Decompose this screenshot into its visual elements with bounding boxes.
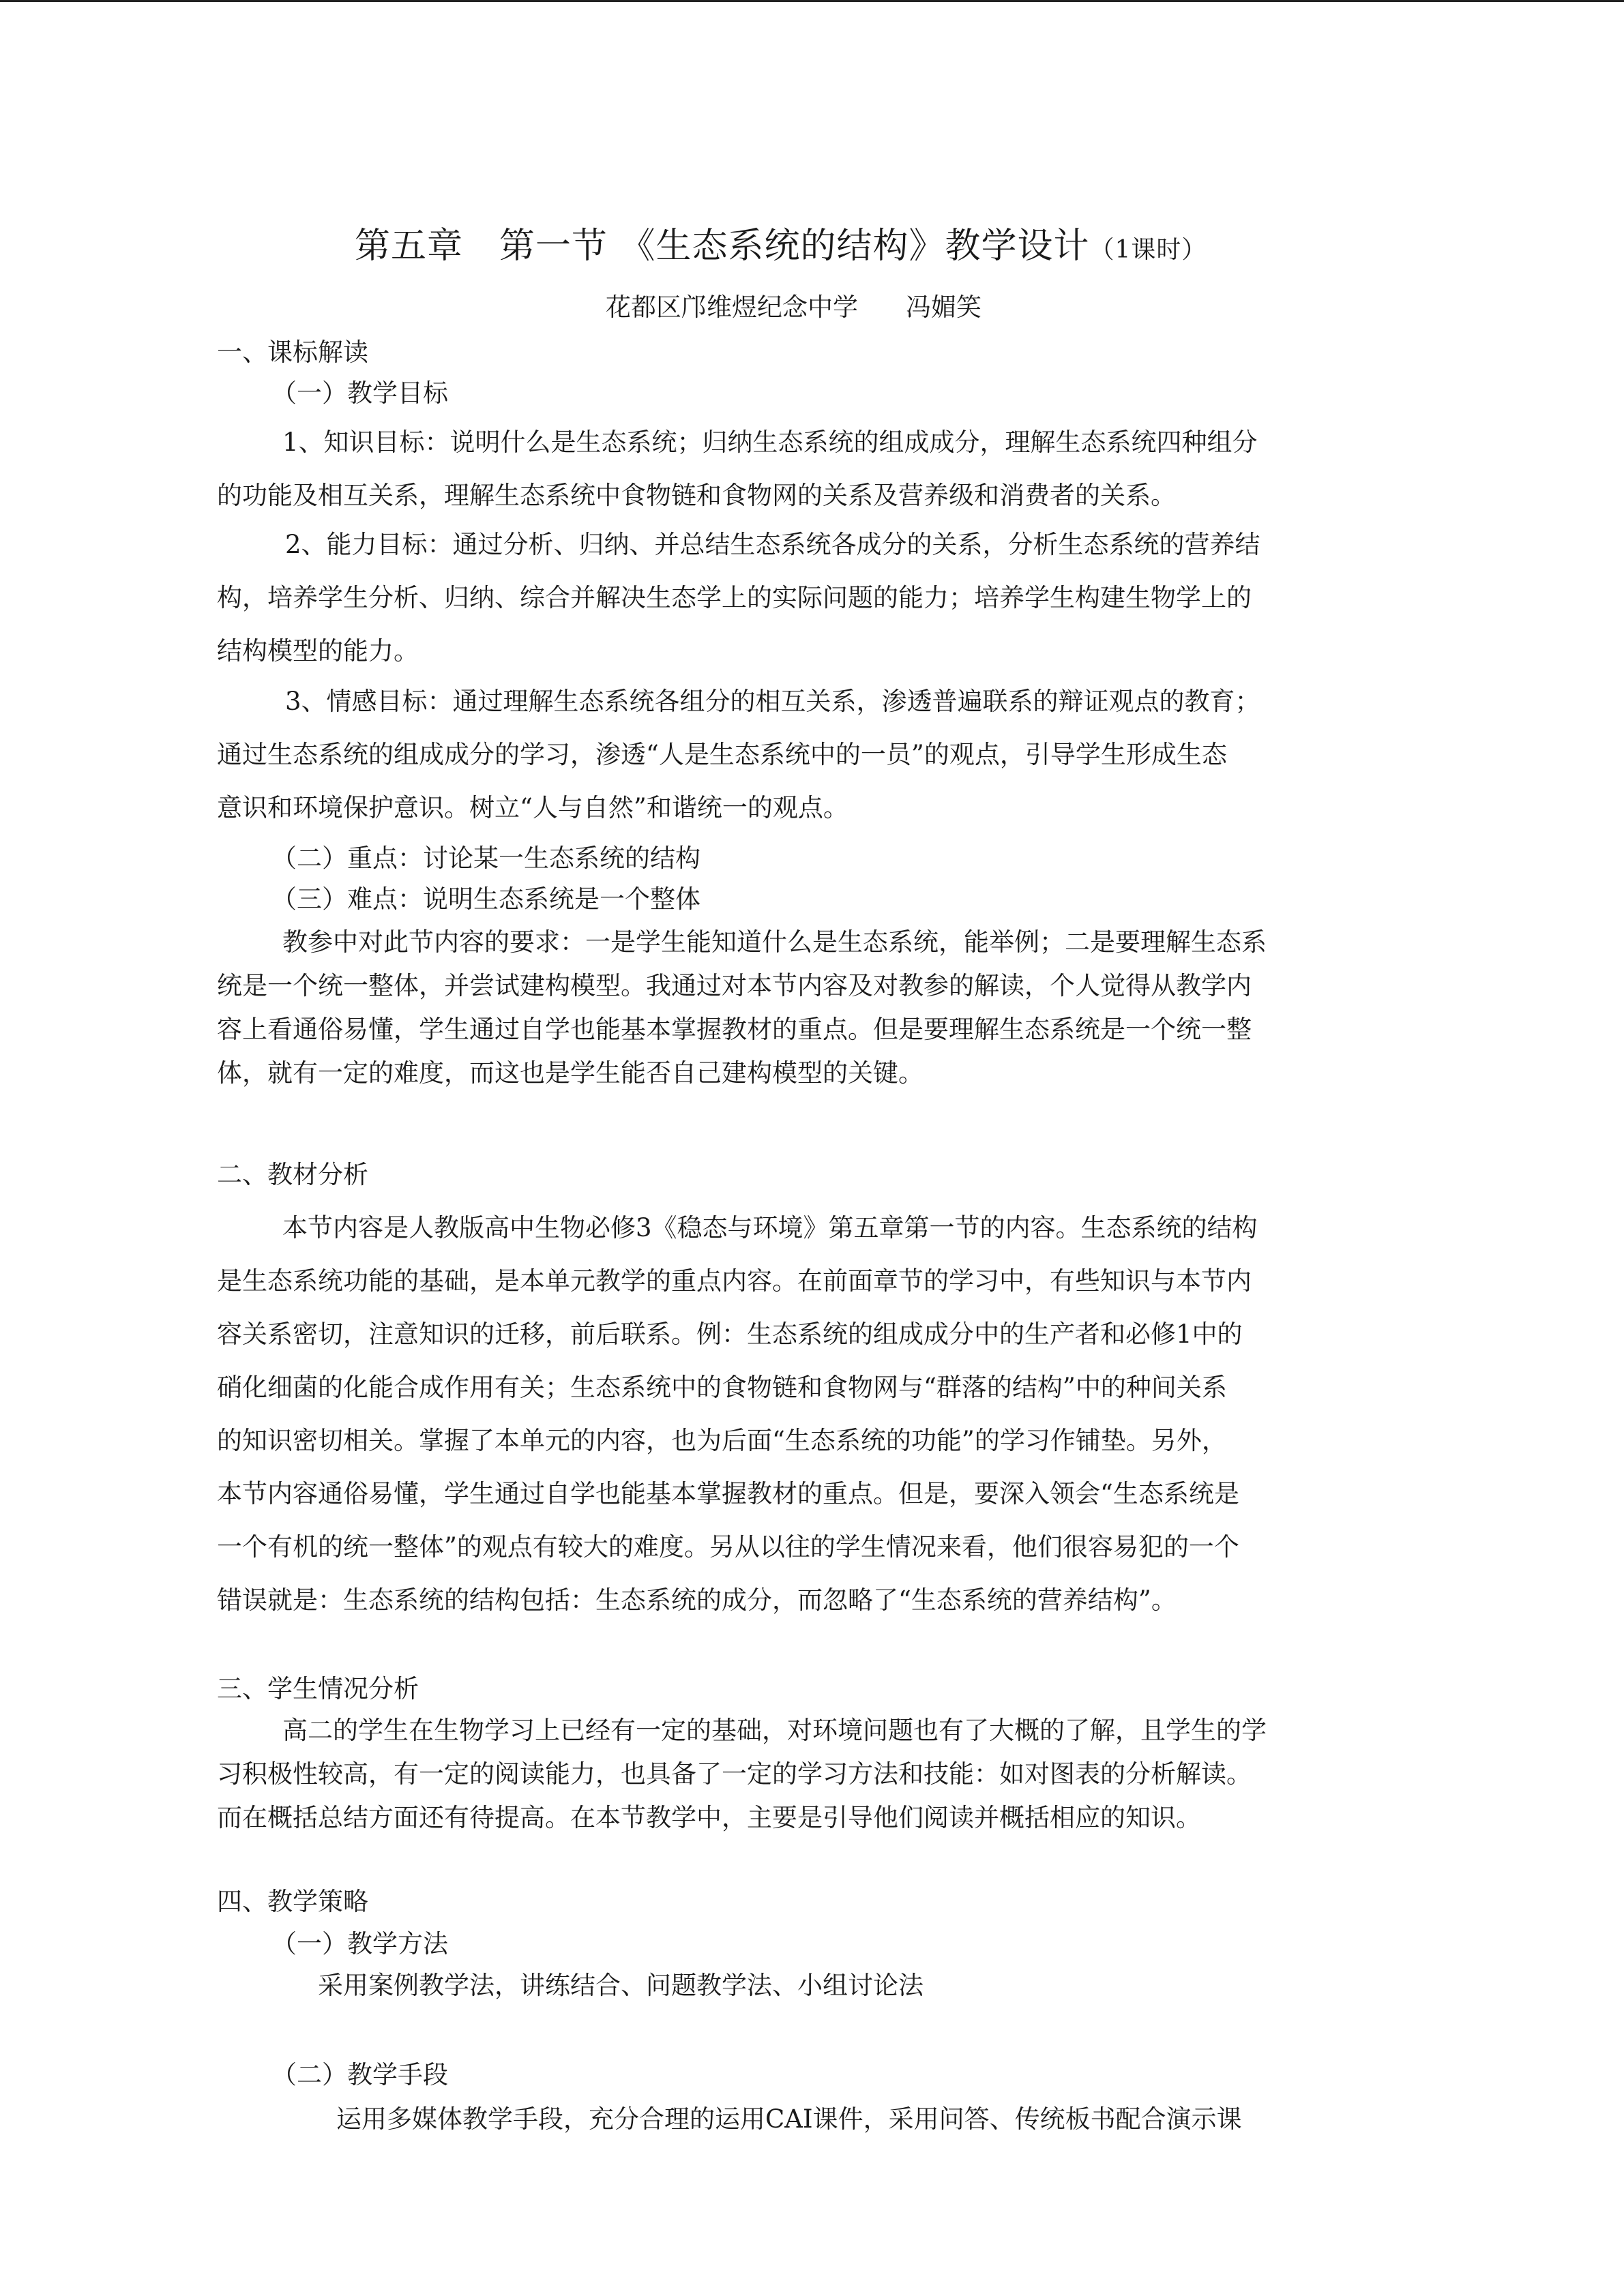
text-line: 错误就是：生态系统的结构包括：生态系统的成分，而忽略了“生态系统的营养结构”。	[217, 1585, 1177, 1615]
text-line: 教参中对此节内容的要求：一是学生能知道什么是生态系统，能举例；二是要理解生态系	[282, 927, 1267, 957]
text-line: 1、知识目标：说明什么是生态系统；归纳生态系统的组成成分，理解生态系统四种组分	[282, 428, 1258, 457]
subheading-teaching-means: （二）教学手段	[271, 2060, 448, 2089]
paragraph-ability-goal	[217, 518, 1407, 678]
text-line: 构，培养学生分析、归纳、综合并解决生态学上的实际问题的能力；培养学生构建生物学上的	[217, 583, 1252, 612]
text-line: 本节内容通俗易懂，学生通过自学也能基本掌握教材的重点。但是，要深入领会“生态系统是	[217, 1479, 1239, 1508]
section-heading-3: 三、学生情况分析	[217, 1674, 419, 1703]
title-sub: （1课时）	[1089, 236, 1207, 264]
section-heading-2: 二、教材分析	[217, 1160, 368, 1189]
paragraph-curriculum-reading	[217, 921, 1407, 1095]
text-line: 一个有机的统一整体”的观点有较大的难度。另从以往的学生情况来看，他们很容易犯的一个	[217, 1532, 1239, 1562]
text-line: 的功能及相互关系，理解生态系统中食物链和食物网的关系及营养级和消费者的关系。	[217, 481, 1176, 510]
paragraph-textbook-analysis	[217, 1202, 1407, 1627]
text-line: 运用多媒体教学手段，充分合理的运用CAI课件，采用问答、传统板书配合演示课	[336, 2104, 1242, 2134]
text-line: 统是一个统一整体，并尝试建构模型。我通过对本节内容及对教参的解读，个人觉得从教学内	[217, 971, 1252, 1000]
text-line: 容关系密切，注意知识的迁移，前后联系。例：生态系统的组成成分中的生产者和必修1中的	[217, 1320, 1243, 1349]
section-heading-4: 四、教学策略	[217, 1887, 368, 1916]
text-line: 结构模型的能力。	[217, 636, 419, 666]
author-name: 冯媚笑	[906, 293, 981, 322]
text-line: 通过生态系统的组成成分的学习，渗透“人是生态系统中的一员”的观点，引导学生形成生态	[217, 740, 1227, 769]
text-line: 3、情感目标：通过理解生态系统各组分的相互关系，渗透普遍联系的辩证观点的教育；	[285, 687, 1260, 716]
text-line: 硝化细菌的化能合成作用有关；生态系统中的食物链和食物网与“群落的结构”中的种间关系	[217, 1373, 1227, 1402]
text-line: 意识和环境保护意识。树立“人与自然”和谐统一的观点。	[217, 793, 848, 822]
paragraph-means	[217, 2057, 1407, 2141]
text-line: 2、能力目标：通过分析、归纳、并总结生态系统各成分的关系，分析生态系统的营养结	[285, 530, 1260, 559]
text-line: 是生态系统功能的基础，是本单元教学的重点内容。在前面章节的学习中，有些知识与本节内	[217, 1266, 1252, 1296]
paragraph-emotion-goal	[217, 675, 1407, 835]
document-title	[355, 217, 1207, 268]
subheading-key-point: （二）重点：讨论某一生态系统的结构	[271, 844, 700, 873]
author-school: 花都区邝维煜纪念中学	[606, 293, 858, 322]
text-line: 而在概括总结方面还有待提高。在本节教学中，主要是引导他们阅读并概括相应的知识。	[217, 1803, 1201, 1832]
page-top-border	[0, 0, 1624, 2]
text-line: 高二的学生在生物学习上已经有一定的基础，对环境问题也有了大概的了解，且学生的学	[282, 1716, 1267, 1745]
text-line: 本节内容是人教版高中生物必修3《稳态与环境》第五章第一节的内容。生态系统的结构	[282, 1213, 1258, 1242]
text-line: 习积极性较高，有一定的阅读能力，也具备了一定的学习方法和技能：如对图表的分析解读。	[217, 1759, 1252, 1789]
paragraph-knowledge-goal	[217, 416, 1407, 522]
text-line: 采用案例教学法，讲练结合、问题教学法、小组讨论法	[318, 1971, 924, 2000]
section-heading-1: 一、课标解读	[217, 338, 368, 367]
paragraph-methods	[217, 1964, 1407, 2008]
title-main: 第五章 第一节 《生态系统的结构》教学设计	[355, 226, 1090, 267]
text-line: 容上看通俗易懂，学生通过自学也能基本掌握教材的重点。但是要理解生态系统是一个统一整	[217, 1015, 1252, 1044]
subheading-teaching-goals: （一）教学目标	[271, 378, 448, 408]
subheading-teaching-methods: （一）教学方法	[271, 1929, 448, 1958]
paragraph-student-analysis	[217, 1709, 1407, 1840]
author-line	[606, 286, 981, 323]
text-line: 体，就有一定的难度，而这也是学生能否自己建构模型的关键。	[217, 1058, 924, 1088]
text-line: 的知识密切相关。掌握了本单元的内容，也为后面“生态系统的功能”的学习作铺垫。另外，	[217, 1426, 1227, 1455]
subheading-difficulty: （三）难点：说明生态系统是一个整体	[271, 884, 700, 914]
